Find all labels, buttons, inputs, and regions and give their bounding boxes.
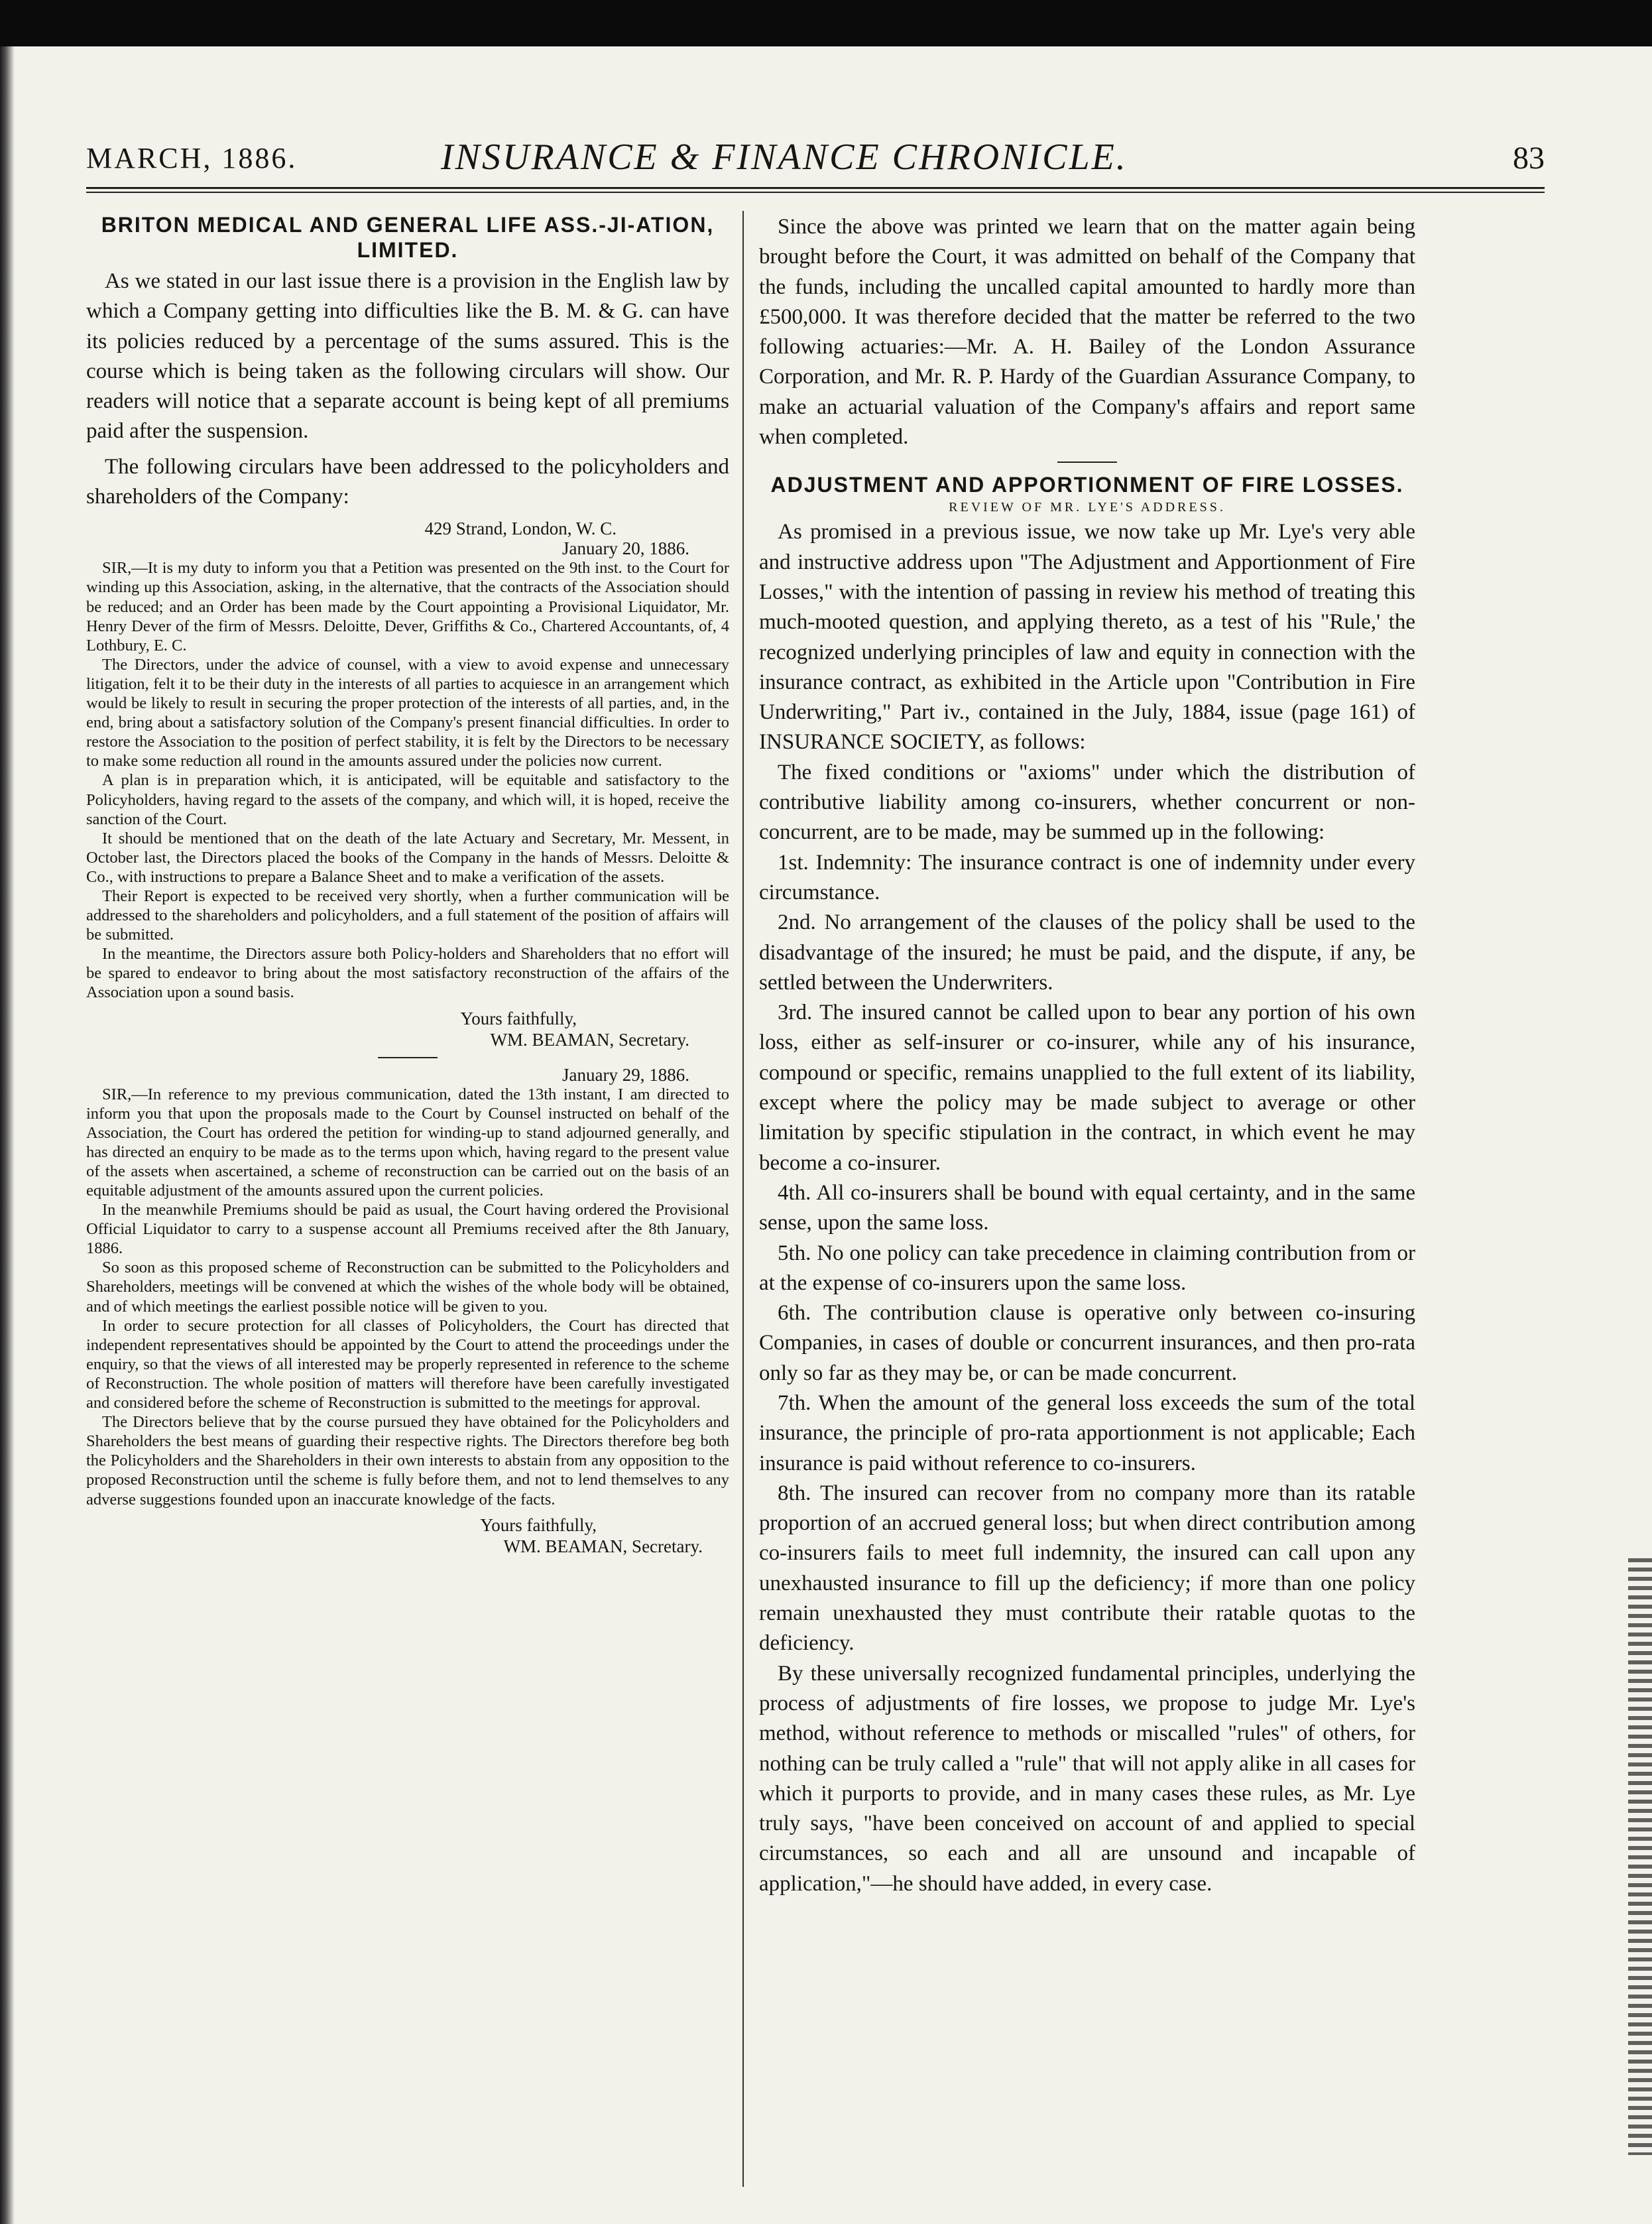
- intro-paragraph: As we stated in our last issue there is a provision in the English law by which a Company getting into difficulties like the B. M. & G. can have its policies reduced by a percentage of the sums assured. This is the course which is being taken as the following circulars will show. Our readers will notice that a separate account is being kept of all premiums paid after the suspension.: [86, 269, 729, 444]
- letter-closing: Yours faithfully,: [480, 1514, 597, 1535]
- article-paragraph: As promised in a previous issue, we now take up Mr. Lye's very able and instructive address upon "The Adjustment and Apportionment of Fire Losses," with the intention of passing in review his method of treating this much-mooted question, and applying thereto, as a test of his "Rule,' the recognized underlying principles of law and equity in connection with the insurance contract, as exhibited in the Article upon "Contribution in Fire Underwriting," Part iv., contained in the July, 1884, issue (page 161) of INSURANCE SOCIETY, as follows:: [759, 520, 1415, 755]
- letter-paragraph: The Directors believe that by the course pursued they have obtained for the Policyholders and Shareholders the best means of guarding their respective rights. The Directors therefore beg both the Policyholders and the Shareholders in their own interests to abstain from any opposition to the proposed Reconstruction until the scheme is fully before them, and not to lend themselves to any adverse suggestions founded upon an inaccurate knowledge of the facts.: [86, 1413, 729, 1509]
- axiom-paragraph: 3rd. The insured cannot be called upon to bear any portion of his own loss, either as self-insurer or co-insurer, while any of his insurance, compound or specific, remains unapplied to the full extent of its liability, except where the policy may be made subject to average or other limitation by specific stipulation in the contract, in which event he may become a co-insurer.: [759, 1001, 1415, 1175]
- section-divider: [378, 1057, 438, 1058]
- publication-title: INSURANCE & FINANCE CHRONICLE.: [441, 137, 1128, 178]
- letter-paragraph: In order to secure protection for all classes of Policyholders, the Court has directed that independent representatives should be appointed by the Court to attend the proceedings under the enquiry, so that the views of all interested may be properly represented in reference to the scheme of Reconstruction. The whole position of matters will therefore have been carefully investigated and considered before the scheme of Reconstruction is submitted to the meetings for approval.: [86, 1316, 729, 1412]
- article-paragraph: By these universally recognized fundamental principles, underlying the process of adjustments of fire losses, we propose to judge Mr. Lye's method, without reference to methods or miscalled "rules" of others, for nothing can be truly called a "rule" that will not apply alike in all cases for which it purports to provide, and in many cases these rules, as Mr. Lye truly says, "have been conceived on account of and applied to special circumstances, so each and all are unsound and incapable of application,"—he should have added, in every case.: [759, 1661, 1415, 1896]
- continuation-paragraph: Since the above was printed we learn that on the matter again being brought before the Court, it was admitted on behalf of the Company that the funds, including the uncalled capital amounted to hardly more than £500,000. It was therefore decided that the matter be referred to the two following actuaries:—Mr. A. H. Bailey of the London Assurance Corporation, and Mr. R. P. Hardy of the Guardian Assurance Company, to make an actuarial valuation of the Company's affairs and report same when completed.: [759, 215, 1415, 450]
- axiom-paragraph: 1st. Indemnity: The insurance contract is one of indemnity under every circumstance.: [759, 850, 1415, 904]
- page-number: 83: [1513, 141, 1545, 176]
- letter-date: January 29, 1886.: [562, 1064, 689, 1085]
- letter-paragraph: In the meanwhile Premiums should be paid as usual, the Court having ordered the Provisional Official Liquidator to carry to a suspense account all Premiums received after the 8th January, 1886.: [86, 1201, 729, 1258]
- right-column: [759, 212, 1415, 1899]
- article-paragraph: The fixed conditions or "axioms" under which the distribution of contributive liability among co-insurers, whether concurrent or non-concurrent, are to be made, may be summed up in the following:: [759, 760, 1415, 845]
- letter-paragraph: SIR,—It is my duty to inform you that a Petition was presented on the 9th inst. to the Court for winding up this Association, asking, in the alternative, that the contracts of the Association should be reduced; and an Order has been made by the Court appointing a Provisional Liquidator, Mr. Henry Dever of the firm of Messrs. Deloitte, Dever, Griffiths & Co., Chartered Accountants, of, 4 Lothbury, E. C.: [86, 559, 729, 654]
- letter-signature: WM. BEAMAN, Secretary.: [503, 1536, 703, 1556]
- letter-paragraph: The Directors, under the advice of counsel, with a view to avoid expense and unnecessary litigation, felt it to be their duty in the interests of all parties to acquiesce in an arrangement which would be likely to result in securing the proper protection of the interests of all parties, and, in the end, bring about a satisfactory solution of the Company's present financial difficulties. In order to restore the Association to the position of perfect stability, it is felt by the Directors to be necessary to make some reduction all round in the amounts assured under the policies now current.: [86, 655, 729, 771]
- letter-paragraph: So soon as this proposed scheme of Reconstruction can be submitted to the Policyholders and Shareholders, meetings will be convened at which the wishes of the whole body will be obtained, and of which meetings the earliest possible notice will be given to you.: [86, 1259, 729, 1316]
- letter-paragraph: In the meantime, the Directors assure both Policy-holders and Shareholders that no effort will be spared to endeavor to bring about the most satisfactory reconstruction of the affairs of the Association upon a sound basis.: [86, 945, 729, 1002]
- letter-paragraph: SIR,—In reference to my previous communication, dated the 13th instant, I am directed to inform you that upon the proposals made to the Court by Counsel instructed on behalf of the Association, the Court has ordered the petition for winding-up to stand adjourned generally, and has directed an enquiry to be made as to the terms upon which, having regard to the present value of the assets when ascertained, a scheme of reconstruction can be carried out on the basis of an equitable adjustment of the amounts assured upon the current policies.: [86, 1085, 729, 1200]
- axiom-paragraph: 4th. All co-insurers shall be bound with equal certainty, and in the same sense, upon the same loss.: [759, 1180, 1415, 1235]
- column-divider: [742, 211, 744, 2187]
- axiom-paragraph: 7th. When the amount of the general loss exceeds the sum of the total insurance, the principle of pro-rata apportionment is not applicable; Each insurance is paid without reference to co-insurers.: [759, 1390, 1415, 1475]
- article-subheading: REVIEW OF MR. LYE'S ADDRESS.: [949, 500, 1226, 515]
- letter-closing: Yours faithfully,: [460, 1008, 577, 1028]
- scan-right-edge: [1628, 1558, 1652, 2155]
- article-heading-briton: BRITON MEDICAL AND GENERAL LIFE ASS.-JI-ATION, LIMITED.: [101, 213, 715, 262]
- scan-top-band: [0, 0, 1652, 46]
- header-rule: [86, 187, 1545, 193]
- left-column: [86, 212, 729, 1557]
- page-header: [86, 136, 1545, 182]
- letter-paragraph: Their Report is expected to be received very shortly, when a further communication will be addressed to the shareholders and policyholders, and a full statement of the position of affairs will be submitted.: [86, 887, 729, 944]
- section-divider: [1057, 462, 1117, 463]
- article-heading-adjustment: ADJUSTMENT AND APPORTIONMENT OF FIRE LOSSES.: [770, 473, 1404, 497]
- letter-signature: WM. BEAMAN, Secretary.: [490, 1029, 689, 1050]
- axiom-paragraph: 5th. No one policy can take precedence in claiming contribution from or at the expense of co-insurers upon the same loss.: [759, 1241, 1415, 1295]
- scan-left-edge: [0, 46, 15, 2224]
- axiom-paragraph: 2nd. No arrangement of the clauses of the policy shall be used to the disadvantage of the insured; he must be paid, and the dispute, if any, be settled between the Underwriters.: [759, 910, 1415, 995]
- letter-address: 429 Strand, London, W. C.: [424, 519, 617, 539]
- axiom-paragraph: 8th. The insured can recover from no company more than its ratable proportion of an accrued general loss; but when direct contribution among co-insurers fails to meet full indemnity, the insured can call upon any unexhausted insurance to fill up the deficiency; if more than one policy remain unexhausted they must contribute their ratable quotas to the deficiency.: [759, 1481, 1415, 1656]
- letter-date: January 20, 1886.: [562, 538, 689, 559]
- letter-paragraph: It should be mentioned that on the death of the late Actuary and Secretary, Mr. Messent, in October last, the Directors placed the books of the Company in the hands of Messrs. Deloitte & Co., with instructions to prepare a Balance Sheet and to make a verification of the assets.: [86, 829, 729, 886]
- letter-paragraph: A plan is in preparation which, it is anticipated, will be equitable and satisfactory to the Policyholders, having regard to the assets of the company, and which will, it is hoped, receive the sanction of the Court.: [86, 771, 729, 828]
- intro-paragraph: The following circulars have been addressed to the policyholders and shareholders of the Company:: [86, 454, 729, 509]
- issue-date: MARCH, 1886.: [86, 142, 298, 174]
- axiom-paragraph: 6th. The contribution clause is operative only between co-insuring Companies, in cases of double or concurrent insurances, and then pro-rata only so far as they may be, or can be made concurrent.: [759, 1301, 1415, 1385]
